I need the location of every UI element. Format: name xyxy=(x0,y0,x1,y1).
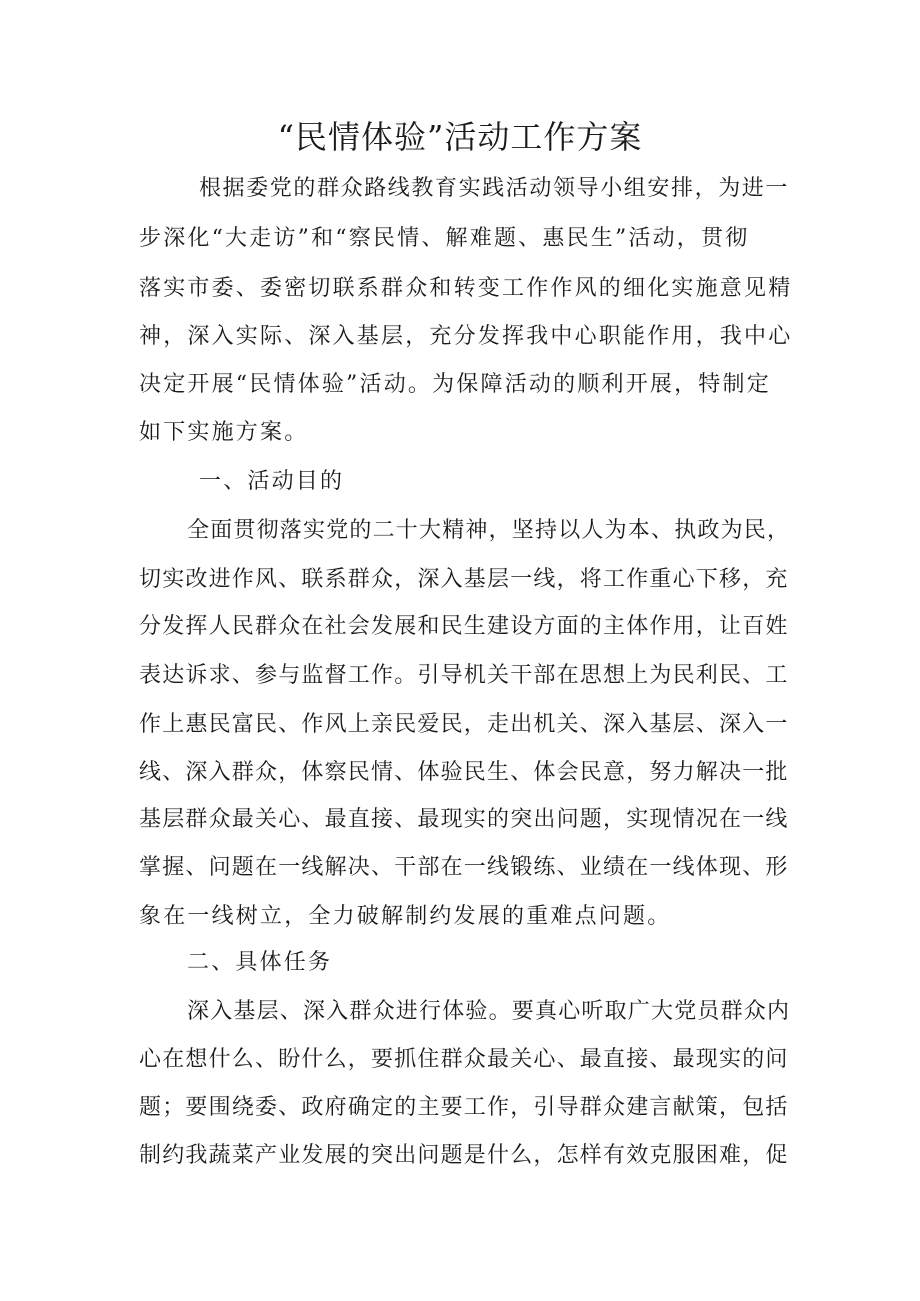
intro-line: 落实市委、委密切联系群众和转变工作作风的细化实施意见精 xyxy=(139,276,793,301)
section2-line: 深入基层、深入群众进行体验。要真心听取广大党员群众内 xyxy=(187,999,791,1024)
intro-line: 如下实施方案。 xyxy=(139,420,309,445)
section1-line: 象在一线树立，全力破解制约发展的重难点问题。 xyxy=(139,904,672,929)
section2-line: 心在想什么、盼什么，要抓住群众最关心、最直接、最现实的问 xyxy=(139,1047,789,1072)
section-heading: 二、具体任务 xyxy=(187,950,333,975)
intro-line: 神，深入实际、深入基层，充分发挥我中心职能作用，我中心 xyxy=(139,324,793,349)
section2-line: 制约我蔬菜产业发展的突出问题是什么，怎样有效克服困难，促 xyxy=(139,1143,789,1168)
section1-line: 作上惠民富民、作风上亲民爱民，走出机关、深入基层、深入一 xyxy=(139,712,789,737)
intro-line: 决定开展“民情体验”活动。为保障活动的顺利开展，特制定 xyxy=(139,372,771,397)
section1-line: 分发挥人民群众在社会发展和民生建设方面的主体作用，让百姓 xyxy=(139,614,789,639)
intro-line: 根据委党的群众路线教育实践活动领导小组安排，为进一 xyxy=(199,176,790,201)
intro-line: 步深化“大走访”和“察民情、解难题、惠民生”活动，贯彻 xyxy=(139,226,750,251)
section1-line: 切实改进作风、联系群众，深入基层一线，将工作重心下移，充 xyxy=(139,567,789,592)
section1-line: 表达诉求、参与监督工作。引导机关干部在思想上为民利民、工 xyxy=(139,663,789,688)
document-title: “民情体验”活动工作方案 xyxy=(277,118,643,156)
section1-line: 掌握、问题在一线解决、干部在一线锻练、业绩在一线体现、形 xyxy=(139,855,789,880)
section2-line: 题；要围绕委、政府确定的主要工作，引导群众建言献策，包括 xyxy=(139,1095,789,1120)
section1-line: 线、深入群众，体察民情、体验民生、体会民意，努力解决一批 xyxy=(139,760,789,785)
section-heading: 一、活动目的 xyxy=(199,469,345,494)
section1-line: 全面贯彻落实党的二十大精神，坚持以人为本、执政为民， xyxy=(187,518,791,543)
section1-line: 基层群众最关心、最直接、最现实的突出问题，实现情况在一线 xyxy=(139,807,789,832)
